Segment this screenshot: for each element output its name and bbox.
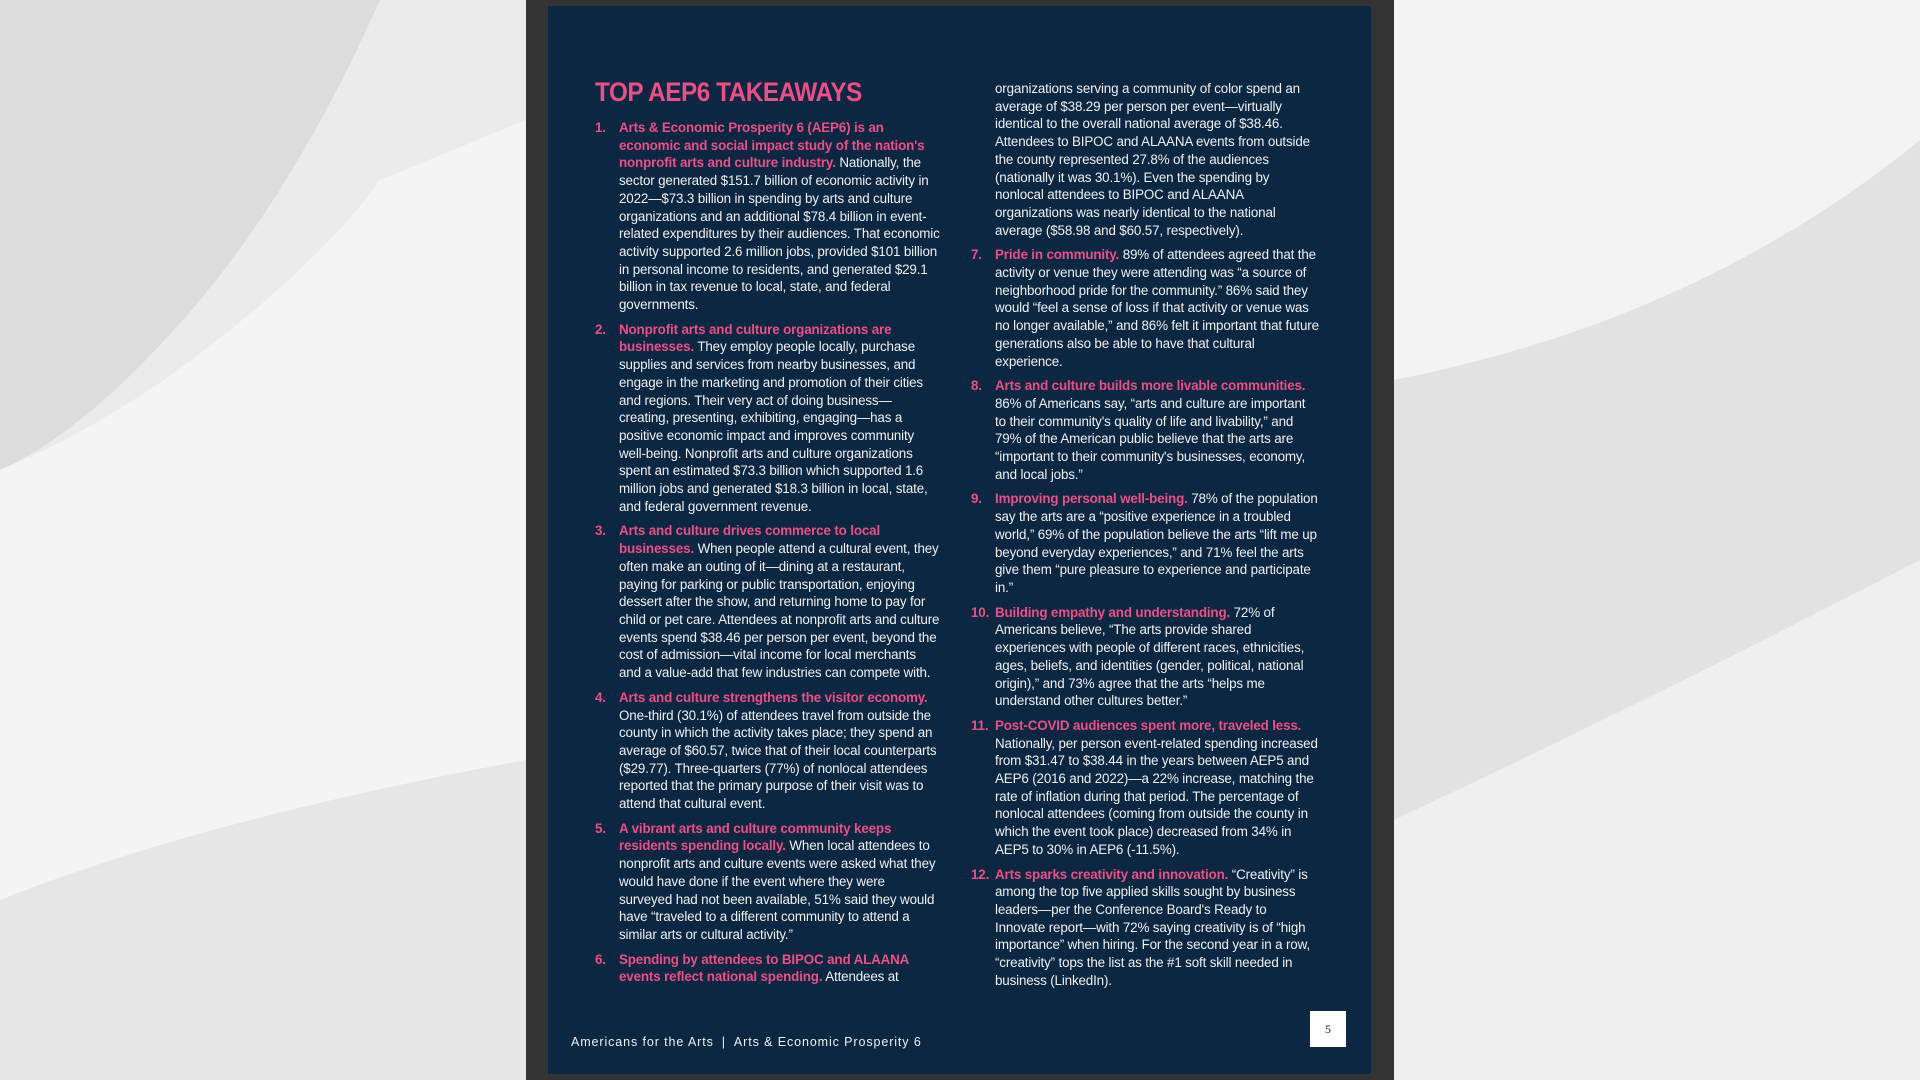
takeaway-text: “Creativity” is among the top five applied skills sought by business leaders—per the Conference Board's Ready to Innovate report—with 72% saying creativity is of “high importance” when hiring. For the second year in a row, “creativity” tops the list as the #1 soft skill needed in business (LinkedIn). [995,866,1310,988]
takeaway-lead: Spending by attendees to BIPOC and ALAANA events reflect national spending. [619,951,909,985]
takeaway-text: 89% of attendees agreed that the activity or venue they were attending was “a source of neighborhood pride for the community.” 86% said they would “feel a sense of loss if that activity or venue was no longer available,” and 86% felt it important that future generations also be able to have that cultural experience. [995,247,1319,369]
takeaway-lead: Improving personal well-being. [995,491,1188,507]
takeaway-lead: Pride in community. [995,247,1120,263]
takeaway-text: They employ people locally, purchase supplies and services from nearby businesses, and engage in the marketing and promotion of their cities and regions. Their very act of doing business—creating, presenting, exhibiting, engaging—has a positive economic impact and improves community well-being. Nonprofit arts and culture organizations spent an estimated $73.3 billion which supported 1.6 million jobs and generated $18.3 billion in local, state, and federal government revenue. [619,339,928,514]
takeaway-lead: Building empathy and understanding. [995,604,1231,620]
takeaway-text: 86% of Americans say, “arts and culture are important to their community's quality of life and livability,” and 79% of the American public believe that the arts are “important to their community's businesses, economy, and local jobs.” [995,395,1306,482]
takeaway-text: One-third (30.1%) of attendees travel from outside the county in which the activity takes place; they spend an average of $60.57, twice that of their local counterparts ($29.77). Three-quarters (77%) of nonlocal attendees reported that the primary purpose of their visit was to attend that cultural event. [619,707,937,812]
takeaway-number: 6. [595,951,606,967]
takeaway-text: When local attendees to nonprofit arts and culture events were asked what they would have done if the event where they were surveyed had not been available, 51% said they would have “traveled to a different community to attend a similar arts or cultural activity.” [619,838,936,942]
takeaway-item [971,604,1319,710]
takeaway-number: 7. [971,247,982,263]
right-column [971,80,1319,996]
takeaway-lead: Post-COVID audiences spent more, traveled less. [995,717,1302,733]
takeaway-lead: Arts sparks creativity and innovation. [995,866,1229,882]
takeaway-text: When people attend a cultural event, they often make an outing of it—dining at a restaurant, paying for parking or public transportation, enjoying dessert after the show, and returning home to pay for child or pet care. Attendees at nonprofit arts and culture events spend $38.46 per person per event, beyond the cost of admission—vital income for local merchants and a value-add that few industries can compete with. [619,541,940,681]
footer-publication: Arts & Economic Prosperity 6 [733,1035,922,1049]
takeaway-item [595,119,940,314]
takeaway-lead: Arts and culture strengthens the visitor economy. [619,689,928,705]
page-title: TOP AEP6 TAKEAWAYS [595,77,862,107]
takeaway-text: 78% of the population say the arts are a “positive experience in a troubled world,” 69% of the population believe the arts “lift me up beyond everyday experiences,” and 71% feel the arts give them “pure pleasure to experience and participate in.” [995,491,1318,595]
takeaway-text: Nationally, per person event-related spending increased from $31.47 to $38.44 in the years between AEP5 and AEP6 (2016 and 2022)—a 22% increase, matching the rate of inflation during that period. The percentage of nonlocal attendees (coming from outside the county in which the event took place) decreased from 34% in AEP5 to 30% in AEP6 (-11.5%). [995,735,1318,857]
takeaway-item [595,951,940,986]
takeaway-number: 11. [971,717,989,733]
takeaways-list-left [595,119,940,986]
takeaway-item [595,820,940,944]
takeaway-number: 4. [595,689,606,705]
takeaway-item [971,717,1319,859]
takeaway-lead: Arts and culture builds more livable communities. [995,378,1306,394]
takeaway-item [595,522,940,681]
footer-separator: | [721,1035,726,1049]
takeaway-item [971,866,1319,990]
takeaway-item [971,490,1319,596]
takeaway-number: 9. [971,491,982,507]
takeaway-number: 2. [595,321,606,337]
footer-organization: Americans for the Arts [571,1035,714,1049]
takeaway-number: 1. [595,120,606,135]
takeaway-item [595,689,940,813]
takeaway-lead: A vibrant arts and culture community keeps residents spending locally. [619,820,892,854]
takeaway-item [595,321,940,516]
takeaway-number: 5. [595,820,606,836]
document-page [548,6,1371,1074]
takeaway-number: 3. [595,523,606,539]
takeaway-item [971,377,1319,483]
left-column [595,119,940,993]
page-number: 5 [1310,1011,1346,1047]
takeaway-text: Nationally, the sector generated $151.7 billion of economic activity in 2022—$73.3 billion in spending by arts and culture organizations and an additional $78.4 billion in event-related expenditures by their audiences. That economic activity supported 2.6 million jobs, provided $101 billion in personal income to residents, and generated $29.1 billion in tax revenue to local, state, and federal governments. [619,155,940,313]
takeaway-item [971,246,1319,370]
takeaway-lead: Arts & Economic Prosperity 6 (AEP6) is an economic and social impact study of the nation's nonprofit arts and culture industry. [619,120,925,171]
takeaway-text: 72% of Americans believe, “The arts provide shared experiences with people of different races, ethnicities, ages, beliefs, and identities (gender, political, national origin),” and 73% agree that the arts “helps me understand other cultures better.” [995,604,1305,709]
takeaway-lead: Arts and culture drives commerce to local businesses. [619,523,881,557]
takeaway-lead: Nonprofit arts and culture organizations are businesses. [619,321,892,355]
takeaway-number: 12. [971,866,990,882]
takeaway-number: 10. [971,604,990,620]
takeaways-list-right [971,246,1319,989]
takeaway-number: 8. [971,378,982,394]
takeaway-text: Attendees at [822,969,899,985]
takeaway-6-continued-text: organizations serving a community of color spend an average of $38.29 per person per event—virtually identical to the overall national average of $38.46. Attendees to BIPOC and ALAANA events from outside the county represented 27.8% of the audiences (nationally it was 30.1%). Even the spending by nonlocal attendees to BIPOC and ALAANA organizations was nearly identical to the national average ($58.98 and $60.57, respectively). [995,81,1310,238]
page-footer [571,1035,922,1049]
